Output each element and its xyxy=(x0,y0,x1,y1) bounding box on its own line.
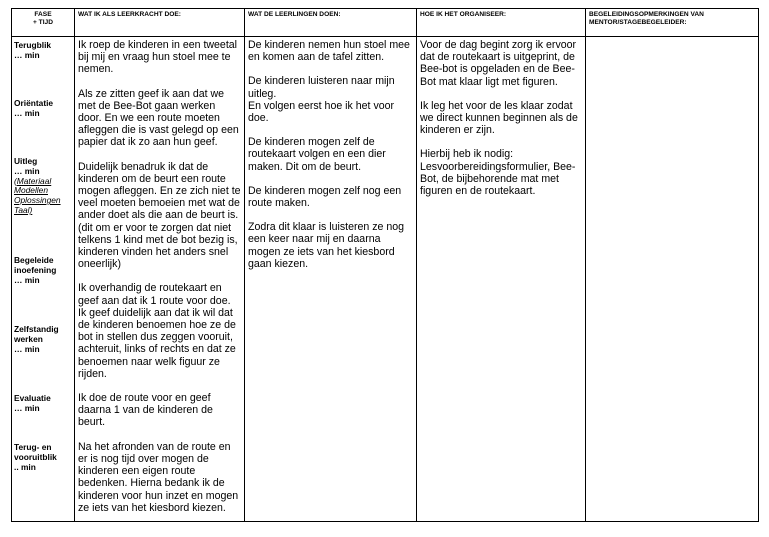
phase-item xyxy=(14,256,56,285)
leerlingen-paragraph: Zodra dit klaar is luisteren ze nog een keer naar mij en daarna mogen ze iets van het kiesbord gaan kiezen. xyxy=(248,221,405,270)
phase-time: … min xyxy=(14,107,40,118)
organisatie-column xyxy=(417,37,586,522)
leerkracht-paragraph: Ik overhandig de routekaart en geef aan dat ik 1 route voor doe. Ik geef duidelijk aan dat ik wil dat de kinderen benoemen hoe ze de bot in stellen dus zeggen vooruit, achteruit, links of rechts en dat ze benoemen naar welk figuur ze rijden. xyxy=(78,282,236,380)
phase-name: inoefening xyxy=(14,264,57,275)
phase-item xyxy=(14,394,51,414)
organisatie-paragraph: Voor de dag begint zorg ik ervoor dat de routekaart is uitgeprint, de Bee-bot is opgeladen en de Bee-Bot mat klaar ligt met figuren. xyxy=(420,39,577,88)
phase-note: Taal) xyxy=(14,204,33,215)
phase-note: Modellen xyxy=(14,185,48,196)
leerlingen-paragraph: De kinderen mogen zelf nog een route maken. xyxy=(248,184,402,210)
phase-time: … min xyxy=(14,165,40,176)
phase-column xyxy=(12,37,75,522)
leerlingen-column xyxy=(245,37,417,522)
header-leerlingen: WAT DE LEERLINGEN DOEN: xyxy=(245,9,417,37)
header-organisatie: HOE IK HET ORGANISEER: xyxy=(417,9,586,37)
leerkracht-paragraph: Ik roep de kinderen in een tweetal bij mij en vraag hun stoel mee te nemen. xyxy=(78,39,238,76)
phase-time: … min xyxy=(14,49,40,60)
phase-name: werken xyxy=(14,333,43,344)
organisatie-paragraph: Ik leg het voor de les klaar zodat we direct kunnen beginnen als de kinderen er zijn. xyxy=(420,99,578,137)
leerkracht-paragraph: Duidelijk benadruk ik dat de kinderen om de beurt een route mogen afleggen. En ze zich niet te veel moeten bemoeien met wat de ander doet als die aan de beurt is. (dit om er voor te zorgen dat niet telkens 1 kind met de bot bezig is, kinderen vinden het anders snel oneerlijk) xyxy=(78,160,241,271)
phase-time: … min xyxy=(14,343,40,354)
header-leerkracht: WAT IK ALS LEERKRACHT DOE: xyxy=(75,9,245,37)
phase-time: … min xyxy=(14,402,40,413)
phase-name: vooruitblik xyxy=(14,451,57,462)
phase-time: … min xyxy=(14,274,40,285)
phase-name: Zelfstandig xyxy=(14,324,59,334)
content-row xyxy=(12,37,759,522)
organisatie-paragraph: Hierbij heb ik nodig: Lesvoorbereidingsformulier, Bee-Bot, de bijbehorende mat met figuren en de routekaart. xyxy=(420,148,576,198)
header-tijd-label: + TIJD xyxy=(33,19,53,26)
header-fase-label: FASE xyxy=(34,11,52,18)
lesson-plan-table xyxy=(11,8,759,522)
phase-name: Terugblik xyxy=(14,40,52,50)
phase-item xyxy=(14,99,53,119)
phase-name: Evaluatie xyxy=(14,393,51,403)
leerlingen-paragraph: De kinderen mogen zelf de routekaart volgen en een dier maken. Dit om de beurt. xyxy=(248,136,386,173)
header-opmerkingen-line-2: MENTOR/STAGEBEGELEIDER: xyxy=(589,19,687,26)
phase-item xyxy=(14,41,51,61)
header-opmerkingen xyxy=(586,9,759,37)
phase-name: Begeleide xyxy=(14,255,54,265)
leerlingen-paragraph: De kinderen luisteren naar mijn uitleg. En volgen eerst hoe ik het voor doe. xyxy=(248,75,395,125)
phase-item xyxy=(14,443,57,472)
phase-name: Uitleg xyxy=(14,156,38,166)
phase-item xyxy=(14,325,59,354)
leerkracht-column xyxy=(75,37,245,522)
phase-note: Oplossingen xyxy=(14,195,61,206)
phase-item xyxy=(14,157,61,216)
phase-name: Oriëntatie xyxy=(14,98,54,108)
header-fase xyxy=(12,9,75,37)
phase-note: (Materiaal xyxy=(14,175,52,186)
opmerkingen-column xyxy=(586,37,759,522)
leerkracht-paragraph: Als ze zitten geef ik aan dat we met de Bee-Bot gaan werken door. En we een route moeten afleggen die is vast gelegd op een papier dat ik zo aan hun geef. xyxy=(78,87,239,149)
header-opmerkingen-line-1: BEGELEIDINGSOPMERKINGEN VAN xyxy=(589,11,704,18)
phase-name: Terug- en xyxy=(14,442,52,452)
header-row xyxy=(12,9,759,37)
leerlingen-paragraph: De kinderen nemen hun stoel mee en komen aan de tafel zitten. xyxy=(248,39,410,64)
leerkracht-paragraph: Na het afronden van de route en er is nog tijd over mogen de kinderen een eigen route bedenken. Hierna bedank ik de kinderen voor hun inzet en mogen ze iets van het kiesbord kiezen. xyxy=(78,440,239,514)
leerkracht-paragraph: Ik doe de route voor en geef daarna 1 van de kinderen de beurt. xyxy=(78,392,213,429)
phase-time: .. min xyxy=(14,461,36,472)
